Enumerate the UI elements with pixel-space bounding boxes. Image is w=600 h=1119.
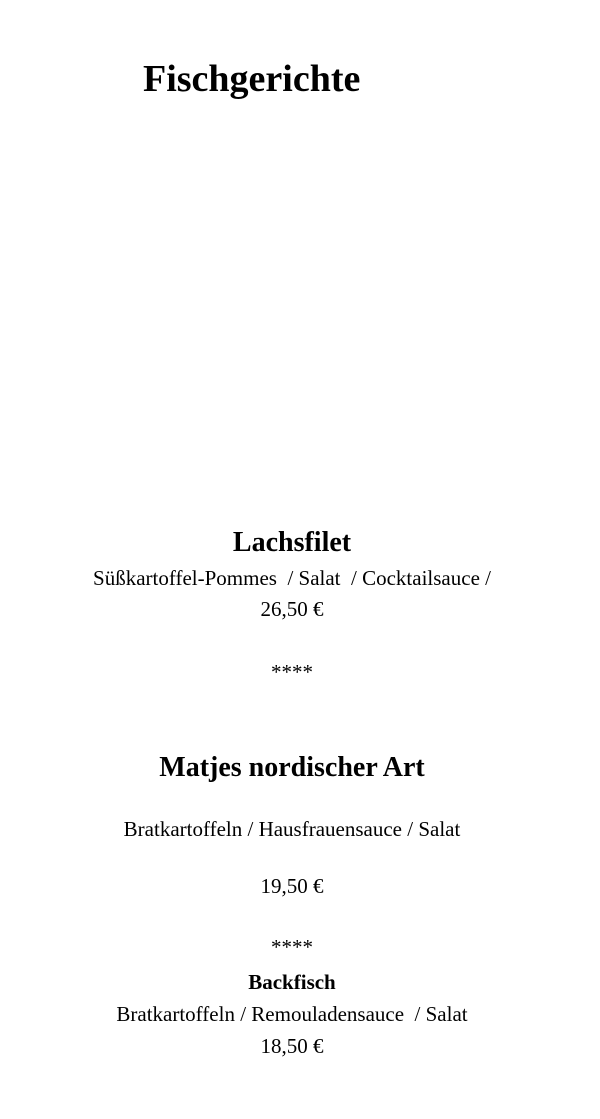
dish-description: Süßkartoffel-Pommes / Salat / Cocktailsauce / <box>93 566 491 590</box>
dish-description: Bratkartoffeln / Remouladensauce / Salat <box>116 1002 468 1026</box>
separator: **** <box>271 660 313 684</box>
dish-price: 19,50 € <box>260 874 324 898</box>
dish-name: Backfisch <box>248 970 336 994</box>
dish-price: 26,50 € <box>260 597 324 621</box>
dish-price: 18,50 € <box>260 1034 324 1058</box>
dish-name: Matjes nordischer Art <box>159 752 425 783</box>
separator: **** <box>271 935 313 959</box>
dish-name: Lachsfilet <box>232 527 352 558</box>
dish-description: Bratkartoffeln / Hausfrauensauce / Salat <box>123 817 461 841</box>
page-title: Fischgerichte <box>143 58 361 100</box>
